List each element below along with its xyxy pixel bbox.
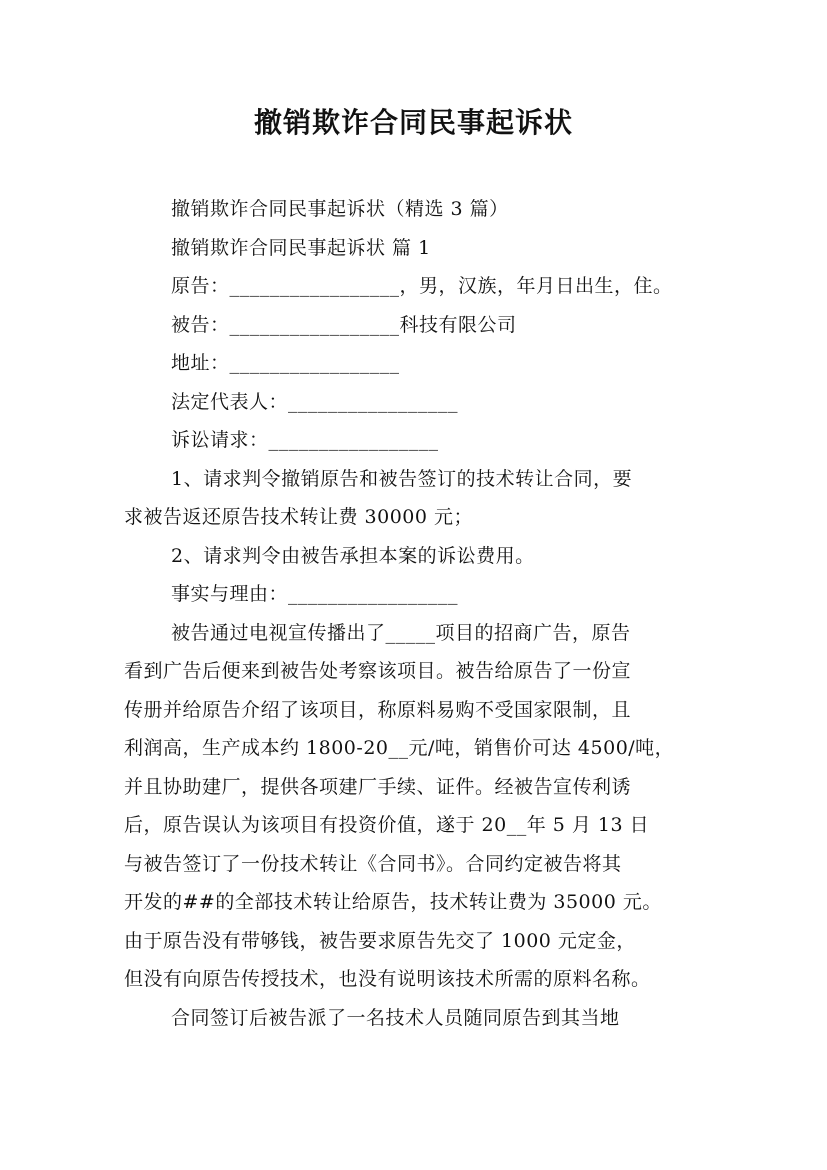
paragraph-line: 求被告返还原告技术转让费 30000 元； <box>124 506 474 528</box>
paragraph-line: 合同签订后被告派了一名技术人员随同原告到其当地 <box>171 1006 620 1029</box>
paragraph-line: 诉讼请求：_________________ <box>171 429 439 451</box>
paragraph-line: 但没有向原告传授技术，也没有说明该技术所需的原料名称。 <box>124 968 651 990</box>
paragraph-line: 传册并给原告介绍了该项目，称原料易购不受国家限制，且 <box>124 698 632 721</box>
paragraph-line: 2、请求判令由被告承担本案的诉讼费用。 <box>171 544 535 567</box>
paragraph-line: 撤销欺诈合同民事起诉状（精选 3 篇） <box>171 198 509 220</box>
paragraph-line: 由于原告没有带够钱，被告要求原告先交了 1000 元定金， <box>124 929 636 952</box>
paragraph-line: 撤销欺诈合同民事起诉状 篇 1 <box>171 236 431 259</box>
paragraph-line: 地址：_________________ <box>171 352 400 374</box>
page-title: 撤销欺诈合同民事起诉状 <box>253 106 573 139</box>
paragraph-line: 被告：_________________科技有限公司 <box>171 313 517 336</box>
paragraph-line: 1、请求判令撤销原告和被告签订的技术转让合同，要 <box>171 467 633 490</box>
paragraph-line: 法定代表人：_________________ <box>171 390 459 413</box>
paragraph-line: 后，原告误认为该项目有投资价值，遂于 20__年 5 月 13 日 <box>124 814 650 836</box>
document-body <box>124 190 714 1037</box>
paragraph-line: 事实与理由：_________________ <box>171 583 459 605</box>
paragraph-line: 原告：_________________，男，汉族，年月日出生，住。 <box>171 275 673 297</box>
paragraph-line: 并且协助建厂，提供各项建厂手续、证件。经被告宣传利诱 <box>124 775 632 798</box>
paragraph-line: 与被告签订了一份技术转让《合同书》。合同约定被告将其 <box>124 852 622 875</box>
paragraph-line: 利润高，生产成本约 1800-20__元/吨，销售价可达 4500/吨， <box>124 737 675 759</box>
paragraph-line: 被告通过电视宣传播出了_____项目的招商广告，原告 <box>171 621 631 644</box>
paragraph-line: 看到广告后便来到被告处考察该项目。被告给原告了一份宣 <box>124 660 632 682</box>
paragraph-line: 开发的##的全部技术转让给原告，技术转让费为 35000 元。 <box>124 891 662 913</box>
